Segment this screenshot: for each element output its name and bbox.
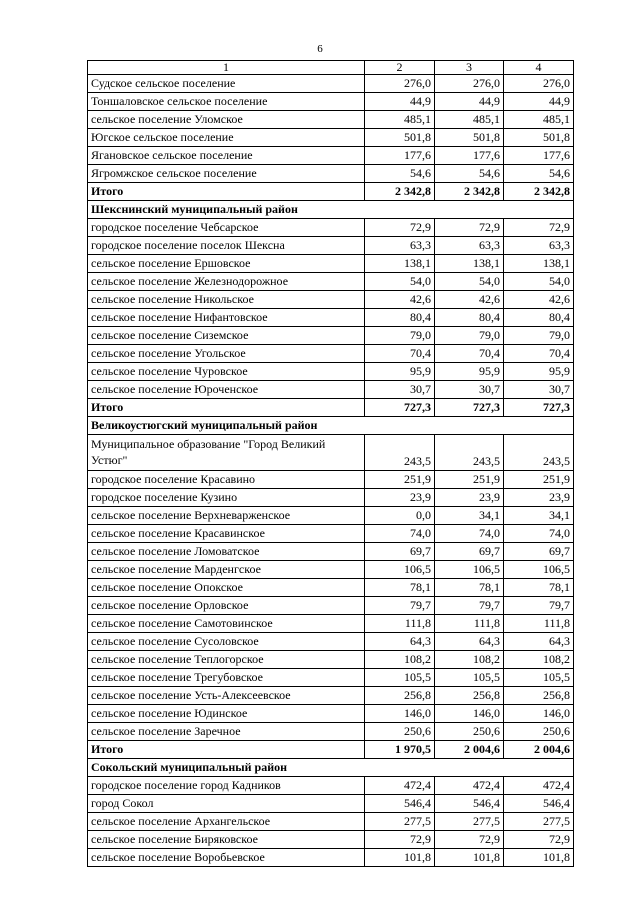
value-col-4: 111,8	[504, 615, 574, 633]
value-col-2: 111,8	[365, 615, 435, 633]
value-col-3: 69,7	[435, 543, 504, 561]
value-col-4: 54,0	[504, 273, 574, 291]
table-row	[88, 597, 574, 615]
value-col-4: 64,3	[504, 633, 574, 651]
table-row	[88, 291, 574, 309]
value-col-2: 54,0	[365, 273, 435, 291]
value-col-4: 70,4	[504, 345, 574, 363]
value-col-3: 106,5	[435, 561, 504, 579]
header-col-3: 3	[435, 61, 504, 75]
value-col-4: 146,0	[504, 705, 574, 723]
value-col-3: 546,4	[435, 795, 504, 813]
table-row	[88, 219, 574, 237]
settlement-name: городское поселение город Кадников	[88, 777, 365, 795]
value-col-3: 177,6	[435, 147, 504, 165]
value-col-4: 251,9	[504, 471, 574, 489]
value-col-3: 485,1	[435, 111, 504, 129]
value-col-4: 277,5	[504, 813, 574, 831]
value-col-3: 70,4	[435, 345, 504, 363]
table-row	[88, 543, 574, 561]
value-col-3: 276,0	[435, 75, 504, 93]
settlement-name: сельское поселение Угольское	[88, 345, 365, 363]
value-col-3: 79,0	[435, 327, 504, 345]
value-col-2: 243,5	[365, 435, 435, 471]
settlement-name: Тоншаловское сельское поселение	[88, 93, 365, 111]
settlement-name: сельское поселение Юдинское	[88, 705, 365, 723]
value-col-4: 42,6	[504, 291, 574, 309]
settlement-name: сельское поселение Верхневарженское	[88, 507, 365, 525]
table-row	[88, 507, 574, 525]
total-label: Итого	[88, 399, 365, 417]
value-col-3: 101,8	[435, 849, 504, 867]
table-row	[88, 93, 574, 111]
value-col-2: 70,4	[365, 345, 435, 363]
value-col-4: 78,1	[504, 579, 574, 597]
settlement-name: город Сокол	[88, 795, 365, 813]
settlement-name: сельское поселение Чуровское	[88, 363, 365, 381]
value-col-3: 111,8	[435, 615, 504, 633]
value-col-2: 501,8	[365, 129, 435, 147]
value-col-2: 74,0	[365, 525, 435, 543]
value-col-2: 485,1	[365, 111, 435, 129]
value-col-4: 34,1	[504, 507, 574, 525]
settlement-name: сельское поселение Уломское	[88, 111, 365, 129]
value-col-4: 256,8	[504, 687, 574, 705]
value-col-3: 501,8	[435, 129, 504, 147]
value-col-2: 250,6	[365, 723, 435, 741]
budget-table	[87, 60, 574, 867]
settlement-name: сельское поселение Красавинское	[88, 525, 365, 543]
header-col-2: 2	[365, 61, 435, 75]
value-col-4: 79,0	[504, 327, 574, 345]
table-row	[88, 795, 574, 813]
table-row	[88, 471, 574, 489]
value-col-2: 69,7	[365, 543, 435, 561]
table-header-row	[88, 61, 574, 75]
table-row	[88, 669, 574, 687]
settlement-name: сельское поселение Никольское	[88, 291, 365, 309]
table-row	[88, 723, 574, 741]
value-col-4: 472,4	[504, 777, 574, 795]
settlement-name: сельское поселение Опокское	[88, 579, 365, 597]
value-col-2: 251,9	[365, 471, 435, 489]
settlement-name: сельское поселение Архангельское	[88, 813, 365, 831]
header-col-1: 1	[88, 61, 365, 75]
settlement-name: сельское поселение Биряковское	[88, 831, 365, 849]
settlement-name: сельское поселение Теплогорское	[88, 651, 365, 669]
table-row	[88, 615, 574, 633]
value-col-3: 54,0	[435, 273, 504, 291]
value-col-3: 64,3	[435, 633, 504, 651]
table-row	[88, 813, 574, 831]
value-col-4: 546,4	[504, 795, 574, 813]
value-col-3: 472,4	[435, 777, 504, 795]
settlement-name: сельское поселение Самотовинское	[88, 615, 365, 633]
table-row	[88, 849, 574, 867]
total-label: Итого	[88, 183, 365, 201]
value-col-4: 138,1	[504, 255, 574, 273]
value-col-2: 42,6	[365, 291, 435, 309]
total-label: Итого	[88, 741, 365, 759]
table-row	[88, 75, 574, 93]
value-col-4: 95,9	[504, 363, 574, 381]
value-col-3: 72,9	[435, 219, 504, 237]
value-col-4: 250,6	[504, 723, 574, 741]
value-col-2: 1 970,5	[365, 741, 435, 759]
value-col-2: 0,0	[365, 507, 435, 525]
settlement-name: Ягромжское сельское поселение	[88, 165, 365, 183]
settlement-name: Югское сельское поселение	[88, 129, 365, 147]
table-row	[88, 111, 574, 129]
settlement-name: сельское поселение Сусоловское	[88, 633, 365, 651]
value-col-4: 276,0	[504, 75, 574, 93]
table-row	[88, 255, 574, 273]
value-col-4: 2 004,6	[504, 741, 574, 759]
value-col-2: 79,7	[365, 597, 435, 615]
table-row	[88, 489, 574, 507]
district-heading-row	[88, 201, 574, 219]
table-row	[88, 525, 574, 543]
district-name: Сокольский муниципальный район	[88, 759, 574, 777]
table-row	[88, 165, 574, 183]
settlement-name: сельское поселение Воробьевское	[88, 849, 365, 867]
total-row	[88, 399, 574, 417]
value-col-2: 472,4	[365, 777, 435, 795]
table-row	[88, 705, 574, 723]
value-col-2: 108,2	[365, 651, 435, 669]
settlement-name: сельское поселение Сиземское	[88, 327, 365, 345]
settlement-name: сельское поселение Нифантовское	[88, 309, 365, 327]
value-col-4: 23,9	[504, 489, 574, 507]
table-row	[88, 633, 574, 651]
value-col-2: 95,9	[365, 363, 435, 381]
settlement-name: сельское поселение Ломоватское	[88, 543, 365, 561]
value-col-3: 2 342,8	[435, 183, 504, 201]
value-col-2: 277,5	[365, 813, 435, 831]
district-name: Шекснинский муниципальный район	[88, 201, 574, 219]
value-col-3: 138,1	[435, 255, 504, 273]
value-col-2: 177,6	[365, 147, 435, 165]
value-col-4: 63,3	[504, 237, 574, 255]
value-col-4: 72,9	[504, 219, 574, 237]
table-row	[88, 777, 574, 795]
value-col-2: 72,9	[365, 831, 435, 849]
value-col-3: 95,9	[435, 363, 504, 381]
value-col-2: 64,3	[365, 633, 435, 651]
value-col-3: 243,5	[435, 435, 504, 471]
value-col-2: 23,9	[365, 489, 435, 507]
settlement-name: сельское поселение Трегубовское	[88, 669, 365, 687]
value-col-3: 250,6	[435, 723, 504, 741]
value-col-4: 243,5	[504, 435, 574, 471]
district-name: Великоустюгский муниципальный район	[88, 417, 574, 435]
value-col-4: 79,7	[504, 597, 574, 615]
value-col-3: 44,9	[435, 93, 504, 111]
value-col-4: 101,8	[504, 849, 574, 867]
value-col-2: 72,9	[365, 219, 435, 237]
value-col-2: 54,6	[365, 165, 435, 183]
value-col-3: 251,9	[435, 471, 504, 489]
value-col-4: 72,9	[504, 831, 574, 849]
value-col-3: 277,5	[435, 813, 504, 831]
total-row	[88, 741, 574, 759]
value-col-2: 80,4	[365, 309, 435, 327]
value-col-4: 74,0	[504, 525, 574, 543]
value-col-2: 276,0	[365, 75, 435, 93]
value-col-2: 2 342,8	[365, 183, 435, 201]
value-col-3: 74,0	[435, 525, 504, 543]
value-col-4: 106,5	[504, 561, 574, 579]
value-col-3: 30,7	[435, 381, 504, 399]
value-col-2: 101,8	[365, 849, 435, 867]
value-col-4: 80,4	[504, 309, 574, 327]
value-col-2: 106,5	[365, 561, 435, 579]
table-row	[88, 237, 574, 255]
settlement-name: сельское поселение Орловское	[88, 597, 365, 615]
settlement-name: сельское поселение Марденгское	[88, 561, 365, 579]
value-col-4: 108,2	[504, 651, 574, 669]
district-heading-row	[88, 759, 574, 777]
value-col-2: 256,8	[365, 687, 435, 705]
total-row	[88, 183, 574, 201]
value-col-3: 42,6	[435, 291, 504, 309]
settlement-name: Судское сельское поселение	[88, 75, 365, 93]
value-col-3: 146,0	[435, 705, 504, 723]
settlement-name: городское поселение Кузино	[88, 489, 365, 507]
table-row	[88, 381, 574, 399]
settlement-name: сельское поселение Ершовское	[88, 255, 365, 273]
value-col-2: 138,1	[365, 255, 435, 273]
value-col-2: 78,1	[365, 579, 435, 597]
settlement-name: городское поселение Красавино	[88, 471, 365, 489]
table-row	[88, 309, 574, 327]
value-col-2: 44,9	[365, 93, 435, 111]
value-col-4: 44,9	[504, 93, 574, 111]
value-col-4: 69,7	[504, 543, 574, 561]
value-col-2: 727,3	[365, 399, 435, 417]
settlement-name: городское поселение поселок Шексна	[88, 237, 365, 255]
value-col-3: 105,5	[435, 669, 504, 687]
value-col-3: 727,3	[435, 399, 504, 417]
table-row	[88, 345, 574, 363]
value-col-4: 105,5	[504, 669, 574, 687]
settlement-name: сельское поселение Железнодорожное	[88, 273, 365, 291]
table-row	[88, 687, 574, 705]
settlement-name: Муниципальное образование "Город Великий Устюг"	[88, 435, 365, 471]
table-row	[88, 435, 574, 471]
settlement-name: сельское поселение Усть-Алексеевское	[88, 687, 365, 705]
table-row	[88, 561, 574, 579]
value-col-3: 80,4	[435, 309, 504, 327]
value-col-4: 177,6	[504, 147, 574, 165]
table-row	[88, 129, 574, 147]
value-col-4: 30,7	[504, 381, 574, 399]
settlement-name: сельское поселение Юроченское	[88, 381, 365, 399]
value-col-3: 108,2	[435, 651, 504, 669]
value-col-4: 2 342,8	[504, 183, 574, 201]
value-col-2: 79,0	[365, 327, 435, 345]
value-col-2: 146,0	[365, 705, 435, 723]
table-row	[88, 363, 574, 381]
value-col-3: 2 004,6	[435, 741, 504, 759]
table-row	[88, 651, 574, 669]
settlement-name: сельское поселение Заречное	[88, 723, 365, 741]
table-row	[88, 273, 574, 291]
value-col-2: 105,5	[365, 669, 435, 687]
value-col-3: 78,1	[435, 579, 504, 597]
district-heading-row	[88, 417, 574, 435]
value-col-3: 79,7	[435, 597, 504, 615]
value-col-2: 63,3	[365, 237, 435, 255]
value-col-3: 54,6	[435, 165, 504, 183]
table-row	[88, 147, 574, 165]
value-col-4: 501,8	[504, 129, 574, 147]
table-row	[88, 579, 574, 597]
settlement-name: городское поселение Чебсарское	[88, 219, 365, 237]
value-col-2: 30,7	[365, 381, 435, 399]
value-col-2: 546,4	[365, 795, 435, 813]
header-col-4: 4	[504, 61, 574, 75]
value-col-3: 23,9	[435, 489, 504, 507]
page-number: 6	[317, 43, 323, 55]
value-col-4: 727,3	[504, 399, 574, 417]
settlement-name: Ягановское сельское поселение	[88, 147, 365, 165]
value-col-3: 63,3	[435, 237, 504, 255]
value-col-3: 72,9	[435, 831, 504, 849]
value-col-4: 485,1	[504, 111, 574, 129]
value-col-3: 34,1	[435, 507, 504, 525]
value-col-4: 54,6	[504, 165, 574, 183]
table-row	[88, 327, 574, 345]
value-col-3: 256,8	[435, 687, 504, 705]
table-row	[88, 831, 574, 849]
